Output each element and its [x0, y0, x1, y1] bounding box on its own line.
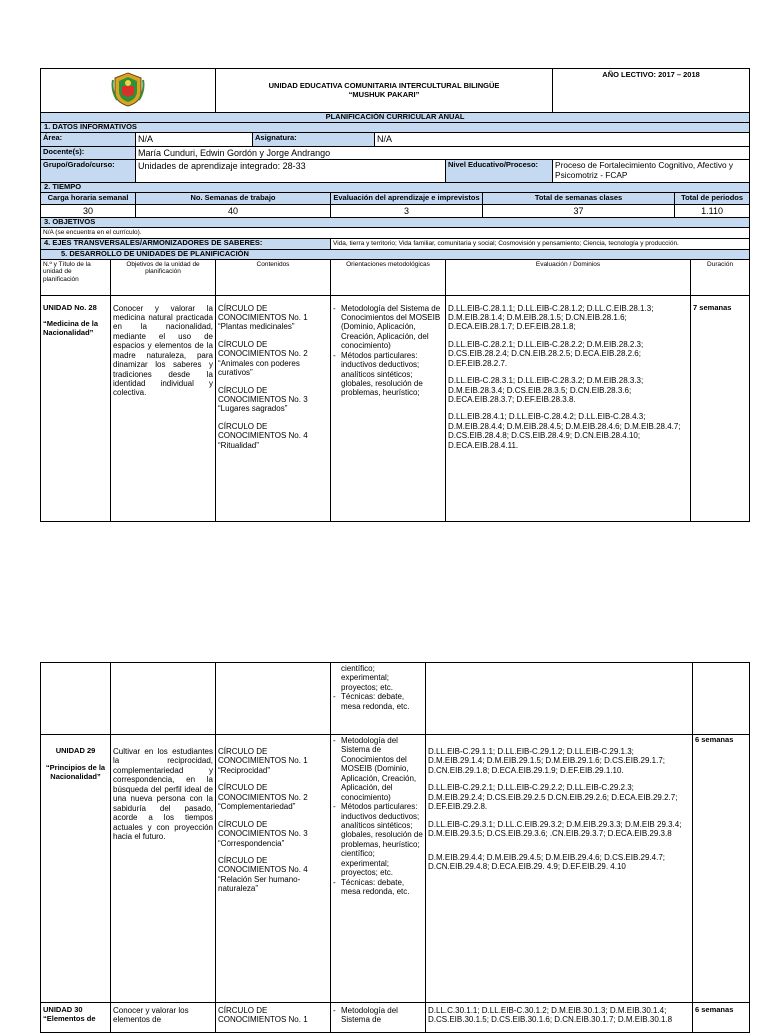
eval-item: D.LL.EIB-C.28.2.1; D.LL.EIB-C.28.2.2; D.M.EIB.28.2.3; D.CS.EIB.28.2.4; D.CN.EIB.28.2.5; D.ECA.EIB.28.2.6; D.EF.EIB.28.2.7. — [448, 339, 644, 368]
tiempo-value-3: 37 — [483, 204, 675, 218]
unit-28-duration: 7 semanas — [691, 295, 750, 521]
section-objetivos: 3. OBJETIVOS — [41, 218, 750, 228]
content-heading: CÍRCULO DE CONOCIMIENTOS No. 2 — [218, 783, 308, 802]
eval-item: D.CS.EIB.30.1.5; D.CS.EIB.30.1.6; D.CN.EIB.30.1.7; D.M.EIB.30.1.8 — [428, 1015, 673, 1025]
unit-30-title: “Elementos de — [43, 1013, 96, 1023]
content-heading: CONOCIMIENTOS No. 1 — [218, 1015, 308, 1025]
content-topic: “Lugares sagrados” — [218, 404, 288, 414]
eval-item: D.LL.EIB-C.28.3.1; D.LL.EIB-C.28.3.2; D.M.EIB.28.3.3; D.M.EIB.28.3.4; D.CS.EIB.28.3.5; D.CN.EIB.28.3.6; D.ECA.EIB.28.3.7; D.EF.EIB.28.3.8. — [448, 376, 644, 405]
method-item: Técnicas: debate, mesa redonda, etc. — [341, 692, 410, 711]
content-heading: CÍRCULO DE CONOCIMIENTOS No. 4 — [218, 855, 308, 875]
unit-29-methods: - Metodología del Sistema de Conocimientos del MOSEIB (Dominio, Aplicación, Creación, Aplicación, del conocimiento) - Métodos particulares: inductivos deductivos; analíticos sintéticos; globales, resolución de problemas, heurístico; científico; experimental; proyectos; etc. - Técnicas: debate, mesa redonda, etc. — [331, 735, 426, 1003]
content-heading: CÍRCULO DE CONOCIMIENTOS No. 3 — [218, 819, 308, 839]
area-label: Área: — [41, 133, 136, 147]
school-subname: “MUSHUK PAKARI” — [348, 89, 420, 99]
school-name: UNIDAD EDUCATIVA COMUNITARIA INTERCULTURAL BILINGÜE — [268, 80, 500, 90]
unit-29-contents — [216, 735, 331, 1003]
tiempo-header-0: Carga horaria semanal — [41, 192, 136, 204]
grupo-label: Grupo/Grado/curso: — [41, 160, 136, 183]
planning-table-continued — [40, 662, 750, 1033]
tiempo-header-4: Total de periodos — [675, 192, 750, 204]
col-header-evaluation: Evaluación / Dominios — [446, 259, 691, 295]
col-header-duration: Duración — [691, 259, 750, 295]
methods-continuation: científico; experimental; proyectos; etc. - Técnicas: debate, mesa redonda, etc. — [331, 663, 426, 735]
content-heading: CÍRCULO DE CONOCIMIENTOS No. 1 — [218, 303, 308, 322]
asignatura-label: Asignatura: — [253, 133, 375, 147]
content-topic: “Animales con poderes curativos” — [218, 358, 300, 378]
unit-28-title: “Medicina de la Nacionalidad” — [43, 319, 99, 338]
table-row-unit-28 — [41, 295, 750, 521]
eval-item: D.LL.C.30.1.1; D.LL.EIB-C.30.1.2; D.M.EIB.30.1.3; D.M.EIB.30.1.4; — [428, 1006, 667, 1015]
unit-30-duration: 6 semanas — [693, 1003, 750, 1033]
tiempo-value-4: 1.110 — [675, 204, 750, 218]
asignatura-value: N/A — [375, 133, 750, 147]
unit-28-contents — [216, 295, 331, 521]
unit-28-objective: Conocer y valorar la medicina natural practicada en la nacionalidad, mediante el uso de espacios y elementos de la madre naturaleza, para dinamizar los saberes y tradiciones desde la identidad individual y colectiva. — [111, 295, 216, 521]
content-topic: “Relación Ser humano-naturaleza” — [218, 874, 301, 894]
col-header-methods: Orientaciones metodológicas — [331, 259, 446, 295]
unit-29-title: “Principios de la Nacionalidad” — [45, 762, 106, 781]
tiempo-header-2: Evaluación del aprendizaje e imprevistos — [331, 192, 483, 204]
objetivos-text: N/A (se encuentra en el currículo). — [41, 228, 750, 239]
eval-item: D.M.EIB.29.4.4; D.M.EIB.29.4.5; D.M.EIB.29.4.6; D.CS.EIB.29.4.7; D.CN.EIB.29.4.8; D.ECA.EIB.29. 4.9; D.EF.EIB.29. 4.10 — [428, 852, 665, 871]
planning-table — [40, 68, 750, 522]
method-item: Métodos particulares: inductivos deductivos; analíticos sintéticos; globales, resolución de problemas, heurístico; científico; experimental; proyectos; etc. — [341, 802, 423, 878]
content-heading: CÍRCULO DE CONOCIMIENTOS No. 3 — [218, 385, 308, 405]
school-logo-cell — [41, 69, 216, 113]
table-row-unit-30 — [41, 1003, 750, 1033]
unit-30-contents — [216, 1003, 331, 1033]
eval-item: D.LL.EIB-C.29.3.1; D.LL.C.EIB.29.3.2; D.M.EIB.29.3.3; D.M.EIB 29.3.4; D.M.EIB.29.3.5; D.CS.EIB.29.3.6; .CN.EIB.29.3.7; D.ECA.EIB.29.3.8 — [428, 819, 682, 839]
content-heading: CÍRCULO DE CONOCIMIENTOS No. 2 — [218, 339, 308, 359]
section-datos: 1. DATOS INFORMATIVOS — [41, 123, 750, 133]
eval-item: D.LL.EIB.28.4.1; D.LL.EIB-C.28.4.2; D.LL.EIB-C.28.4.3; D.M.EIB.28.4.4; D.M.EIB.28.4.5; D.M.EIB.28.4.6; D.M.EIB.28.4.7; D.CS.EIB.28.4.8; D.CS.EIB.28.4.9; D.CN.EIB.28.4.10; D.ECA.EIB.28.4.11. — [448, 412, 681, 450]
method-item: Metodología del Sistema de Conocimientos del MOSEIB (Dominio, Aplicación, Creación, Aplicación, del conocimiento) — [341, 736, 417, 802]
document-page-1 — [40, 68, 749, 522]
table-row-continuation — [41, 663, 750, 735]
plan-title: PLANIFICACIÓN CURRICULAR ANUAL — [41, 113, 750, 123]
method-item: Metodología del Sistema de Conocimientos del MOSEIB (Dominio, Aplicación, Creación, Aplicación, del conocimiento) — [341, 303, 441, 351]
ejes-text: Vida, tierra y territorio; Vida familiar, comunitaria y social; Cosmovisión y pensamiento; Ciencia, tecnología y producción. — [331, 238, 750, 249]
col-header-contents: Contenidos — [216, 259, 331, 295]
area-value: N/A — [136, 133, 253, 147]
tiempo-value-2: 3 — [331, 204, 483, 218]
method-item: Metodología del — [341, 1006, 398, 1015]
docentes-value: María Cunduri, Edwin Gordón y Jorge Andrango — [136, 146, 750, 160]
unit-30-methods: - Metodología del Sistema de — [331, 1003, 426, 1033]
unit-30-evaluation — [426, 1003, 693, 1033]
method-item: científico; experimental; proyectos; etc. — [341, 664, 394, 692]
content-topic: “Ritualidad” — [218, 440, 259, 450]
nivel-value: Proceso de Fortalecimiento Cognitivo, Afectivo y Psicomotriz - FCAP — [553, 160, 750, 183]
unit-30-number: UNIDAD 30 — [43, 1005, 83, 1014]
tiempo-value-1: 40 — [136, 204, 331, 218]
tiempo-header-1: No. Semanas de trabajo — [136, 192, 331, 204]
eval-item: D.LL.EIB-C.28.1.1; D.LL.EIB-C.28.1.2; D.LL.C.EIB.28.1.3; D.M.EIB.28.1.4; D.M.EIB.28.1.5; D.CN.EIB.28.1.6; D.ECA.EIB.28.1.7; D.EF.EIB.28.1.8; — [448, 303, 654, 332]
eval-item: D.LL.EIB-C.29.1.1; D.LL.EIB-C.29.1.2; D.LL.EIB-C.29.1.3; D.M.EIB.29.1.4; D.M.EIB.29.1.5; D.M.EIB.29.1.6; D.CS.EIB.29.1.7; D.CN.EIB.29.1.8; D.ECA.EIB.29.1.9; D.EF.EIB.29.1.10. — [428, 747, 665, 775]
unit-29-number: UNIDAD 29 — [55, 746, 96, 755]
school-year: AÑO LECTIVO: 2017 – 2018 — [553, 69, 750, 113]
content-heading: CÍRCULO DE — [218, 1006, 268, 1015]
grupo-value: Unidades de aprendizaje integrado: 28-33 — [136, 160, 446, 183]
section-desarrollo: 5. DESARROLLO DE UNIDADES DE PLANIFICACIÓN — [41, 249, 750, 259]
table-row-unit-29 — [41, 735, 750, 1003]
content-topic: “Complementariedad” — [218, 802, 296, 812]
unit-30-objective: Conocer y valorar los elementos de — [111, 1003, 216, 1033]
content-heading: CÍRCULO DE CONOCIMIENTOS No. 4 — [218, 421, 308, 441]
unit-28-methods: - Metodología del Sistema de Conocimientos del MOSEIB (Dominio, Aplicación, Creación, Aplicación, del conocimiento) - Métodos particulares: inductivos deductivos; analíticos sintéticos; globales, resolución de problemas, heurístico; — [331, 295, 446, 521]
desarrollo-header-row — [41, 259, 750, 295]
col-header-unit: N.º y Título de la unidad de planificación — [41, 259, 111, 295]
unit-28-number: UNIDAD No. 28 — [43, 302, 97, 312]
unit-29-duration: 6 semanas — [693, 735, 750, 1003]
nivel-label: Nivel Educativo/Proceso: — [446, 160, 553, 183]
unit-29-objective: Cultivar en los estudiantes la reciprocidad, complementariedad y correspondencia, en la búsqueda del perfil ideal de una nueva persona con la sabiduría del pasado, acorde a los tiempos actuales y con proyección hacia el futuro. — [111, 735, 216, 1003]
unit-28-evaluation — [446, 295, 691, 521]
method-item: Sistema de — [341, 1015, 382, 1025]
unit-29-evaluation — [426, 735, 693, 1003]
section-ejes: 4. EJES TRANSVERSALES/ARMONIZADORES DE SABERES: — [41, 238, 331, 249]
tiempo-value-0: 30 — [41, 204, 136, 218]
docentes-label: Docente(s): — [41, 146, 136, 160]
col-header-objectives: Objetivos de la unidad de planificación — [111, 259, 216, 295]
method-item: Técnicas: debate, mesa redonda, etc. — [341, 877, 410, 896]
document-page-2 — [40, 662, 749, 1033]
content-topic: “Plantas medicinales” — [218, 322, 295, 332]
content-heading: CÍRCULO DE CONOCIMIENTOS No. 1 — [218, 747, 308, 766]
section-tiempo: 2. TIEMPO — [41, 182, 750, 192]
content-topic: “Correspondencia” — [218, 838, 285, 848]
tiempo-header-3: Total de semanas clases — [483, 192, 675, 204]
content-topic: “Reciprocidad” — [218, 765, 271, 775]
method-item: Métodos particulares: inductivos deductivos; analíticos sintéticos; globales, resolución de problemas, heurístico; — [341, 350, 423, 398]
eval-item: D.LL.EIB-C.29.2.1; D.LL.EIB-C.29.2.2; D.LL.EIB-C.29.2.3; D.M.EIB.29.2.4; D.CS.EIB.29.2.5 D.CN.EIB.29.2.6; D.ECA.EIB.29.2.7; D.EF.EIB.29.2.8. — [428, 783, 678, 812]
school-crest-icon — [111, 70, 145, 108]
